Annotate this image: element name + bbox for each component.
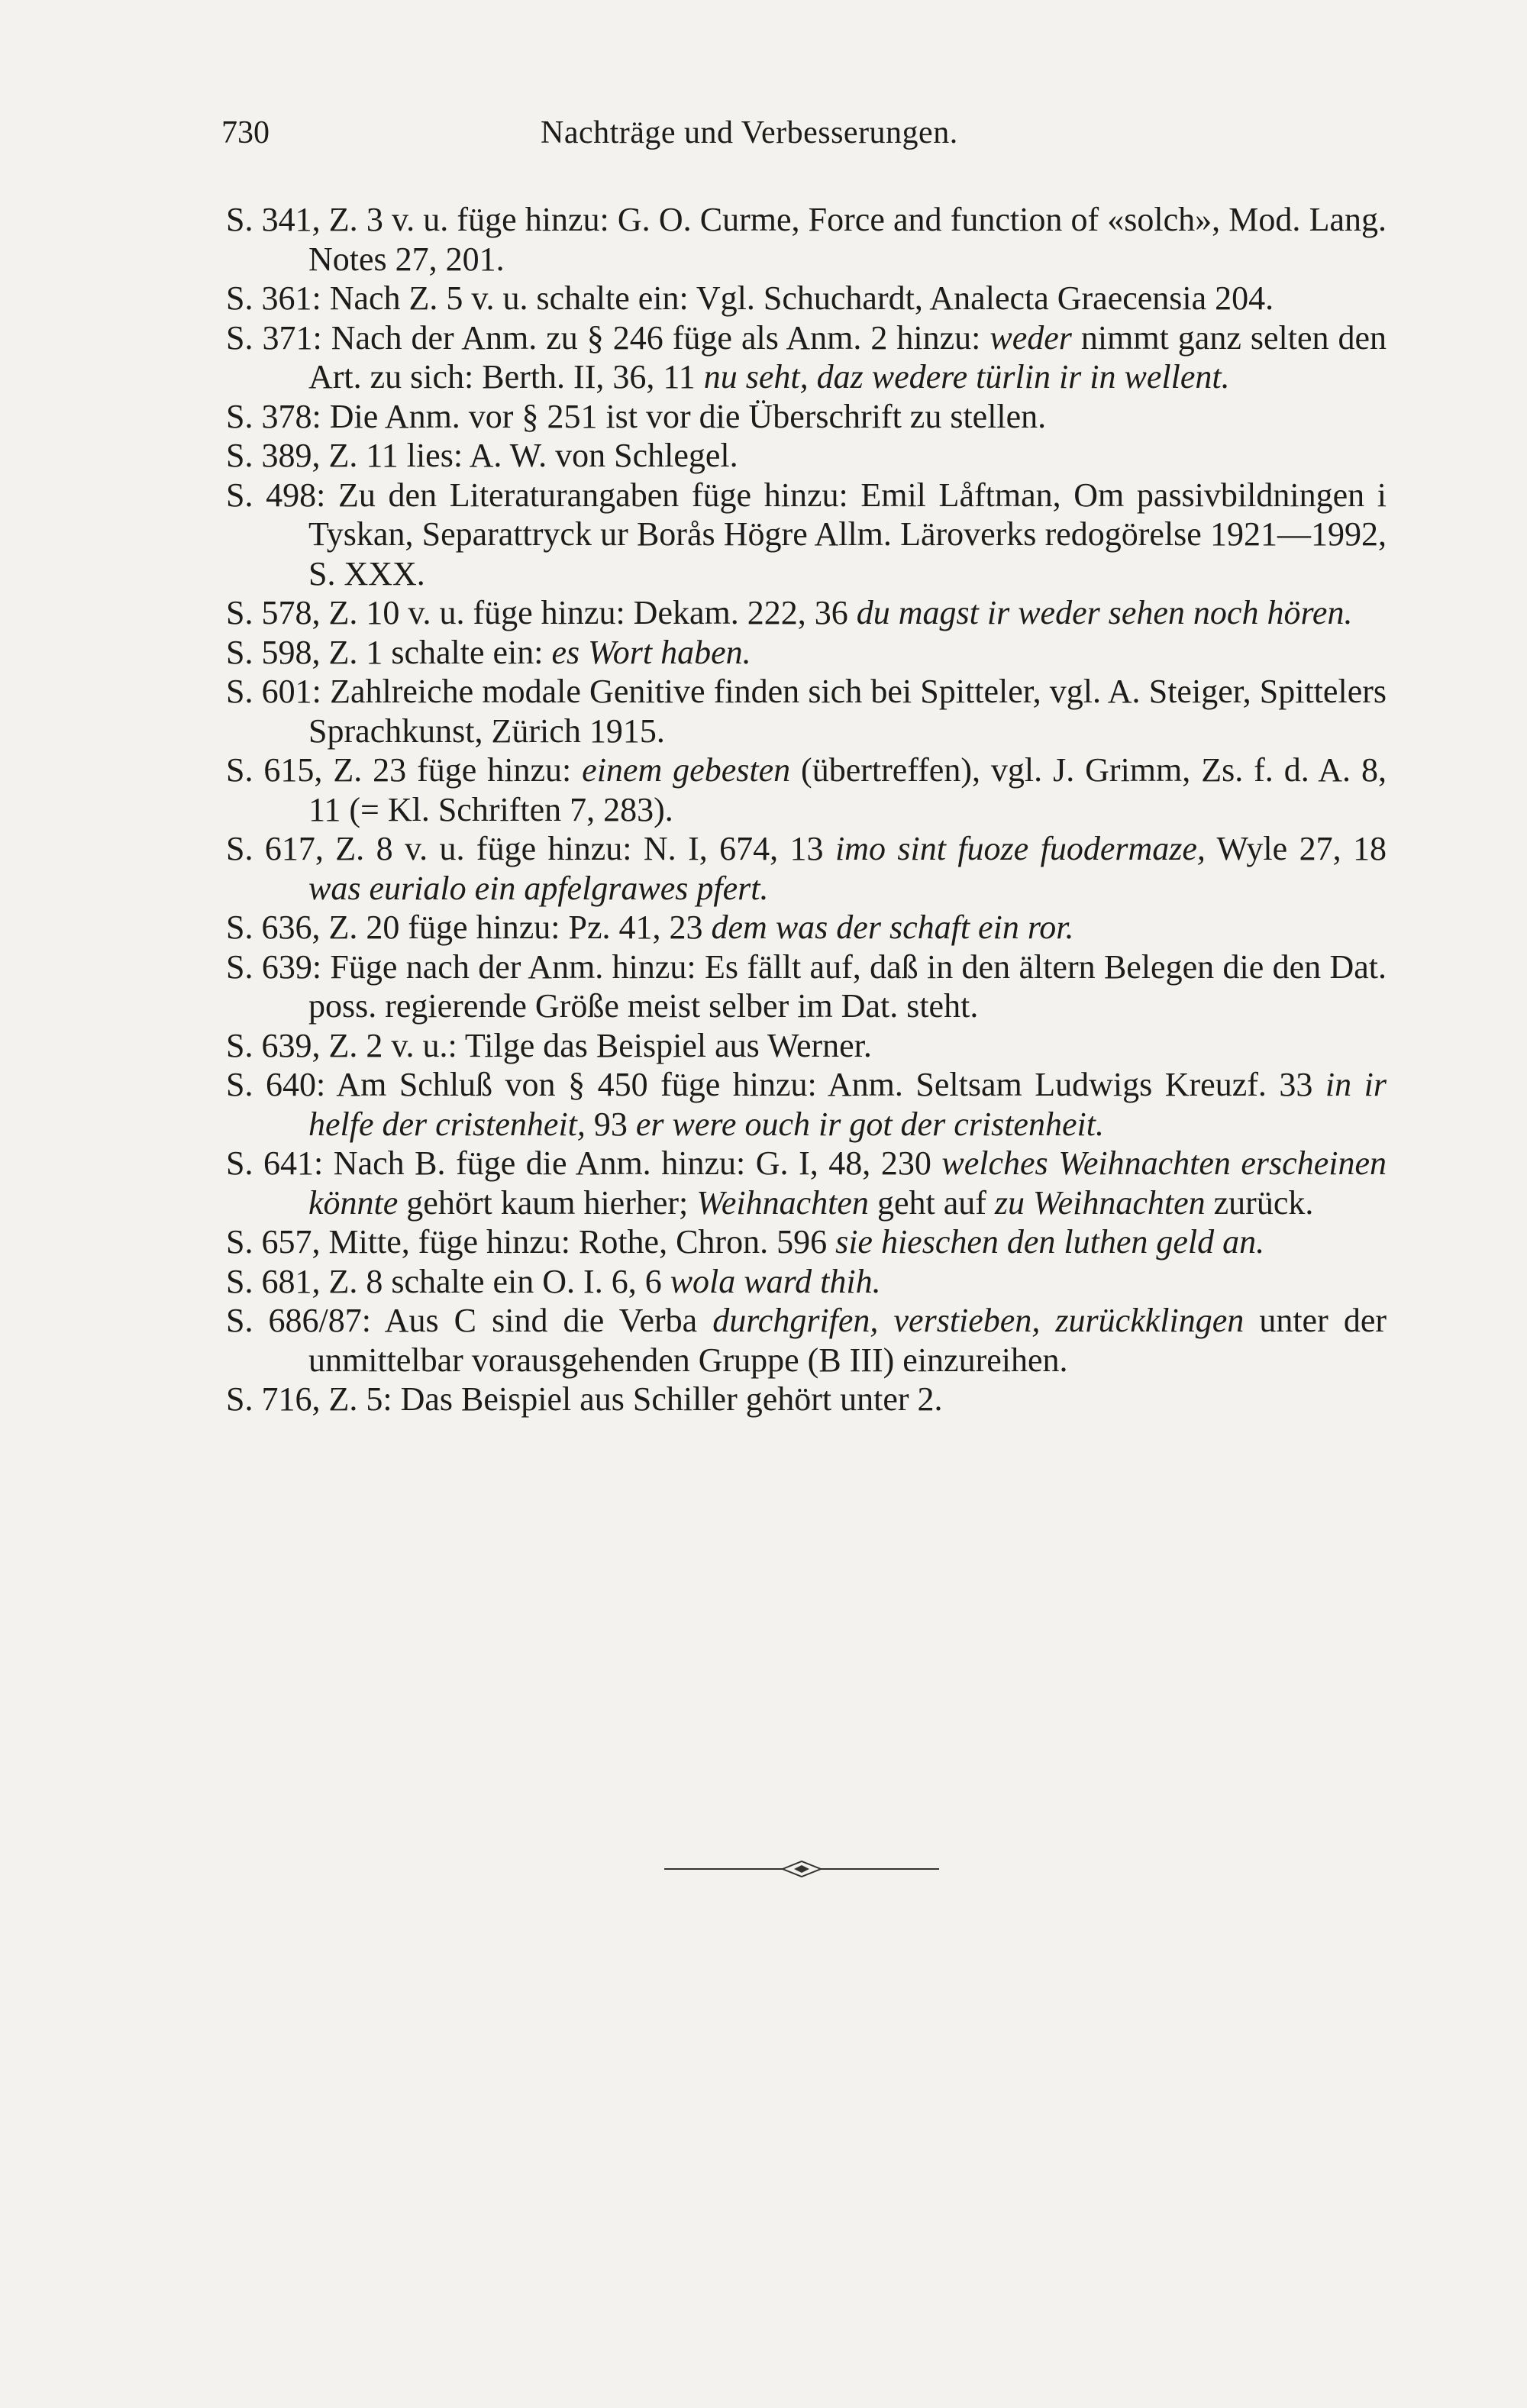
entry-text: Z. 10 v. u. füge hinzu: Dekam. 222, 36 [320,594,857,631]
entry-text: Die Anm. vor § 251 ist vor die Überschrift zu stellen. [321,397,1047,435]
entry-text: Aus C sind die Verba [371,1302,713,1339]
entry-example-text: zurückklingen [1055,1302,1245,1339]
correction-entry [226,947,1387,1026]
correction-entry [226,318,1387,397]
entry-text: Z. 8 schalte ein O. I. 6, 6 [320,1262,670,1300]
entry-text: Z. 3 v. u. füge hinzu: G. O. Curme, Force and function of «solch», Mod. Lang. Notes 27, 201. [308,201,1387,278]
entry-text: Z. 20 füge hinzu: Pz. 41, 23 [320,909,712,946]
correction-entry [226,1380,1387,1419]
entry-example-text: zu Weihnachten [994,1183,1206,1222]
entry-text [878,1302,893,1339]
entry-example-text: sie hieschen den luthen geld an. [835,1223,1265,1260]
entry-example-text: einem gebesten [582,751,791,789]
entry-text: zurück. [1205,1183,1314,1222]
entry-text: Z. 1 schalte ein: [320,633,552,671]
page-number: 730 [221,115,270,150]
entry-page-ref: S. 686/87: [226,1302,372,1339]
correction-entry [226,593,1387,633]
correction-entry [226,1026,1387,1066]
entry-text: nimmt ganz selten den Art. zu sich: Berth. II, 36, 11 [308,318,1387,395]
entry-text: Z. 23 füge hinzu: [322,751,583,789]
entry-example-text: wola ward thih. [670,1262,881,1300]
correction-entry [226,633,1387,673]
entry-example-text: durchgrifen, [712,1302,879,1339]
entry-example-text: weder [989,318,1072,357]
entry-page-ref: S. 601: [226,673,321,710]
entry-page-ref: S. 681, [226,1262,321,1300]
entry-example-text: Weihnachten [696,1183,869,1222]
entry-text: Nach B. füge die Anm. hinzu: G. I, 48, 230 [323,1144,942,1182]
correction-entry [226,1222,1387,1262]
page-header [221,115,1390,160]
entry-page-ref: S. 716, [226,1380,321,1418]
entry-example-text: verstieben, [893,1302,1041,1339]
entry-example-text: was eurialo ein apfelgrawes pfert. [308,869,769,907]
entry-text: Am Schluß von § 450 füge hinzu: Anm. Seltsam Ludwigs Kreuzf. 33 [325,1066,1325,1103]
entry-text: Zu den Literaturangaben füge hinzu: Emil Låftman, Om passivbildningen i Tyskan, Separattryck ur Borås Högre Allm. Läroverks redogörelse 1921—1992, S. XXX. [308,476,1387,592]
correction-entry [226,1144,1387,1222]
entry-text [1040,1302,1055,1339]
entry-page-ref: S. 389, [226,437,321,474]
correction-entry [226,829,1387,908]
end-ornament [664,1854,939,1884]
correction-entry [226,750,1387,829]
entry-example-text: du magst ir weder sehen noch hören. [856,594,1353,631]
entry-text: gehört kaum hierher; [398,1183,697,1222]
entry-text: geht auf [868,1183,995,1222]
entry-example-text: welches Weihnachten erscheinen könnte [308,1144,1387,1222]
entry-text: Z. 8 v. u. füge hinzu: N. I, 674, 13 [323,830,835,867]
entry-example-text: er were ouch ir got der cristenheit. [635,1105,1104,1143]
running-title: Nachträge und Verbesserungen. [541,115,958,150]
entry-text: Nach der Anm. zu § 246 füge als Anm. 2 hinzu: [321,318,990,357]
entry-page-ref: S. 341, [226,201,321,238]
entry-text: Z. 2 v. u.: Tilge das Beispiel aus Werner. [320,1026,872,1064]
entry-page-ref: S. 361: [226,279,321,317]
correction-entry [226,1262,1387,1302]
entry-page-ref: S. 639, [226,1026,321,1064]
entry-text: (übertreffen), vgl. J. Grimm, Zs. f. d. A. 8, 11 (= Kl. Schriften 7, 283). [308,751,1387,828]
entry-text: Z. 5: Das Beispiel aus Schiller gehört unter 2. [320,1380,943,1418]
entry-example-text: nu seht, daz wedere türlin ir in wellent. [703,358,1230,395]
entry-example-text: dem was der schaft ein ror. [711,909,1074,946]
entry-text: Zahlreiche modale Genitive finden sich bei Spitteler, vgl. A. Steiger, Spittelers Sprachkunst, Zürich 1915. [308,673,1387,750]
entry-text: Füge nach der Anm. hinzu: Es fällt auf, daß in den ältern Belegen die den Dat. poss. regierende Größe meist selber im Dat. steht. [308,947,1387,1025]
entry-page-ref: S. 371: [226,318,322,357]
entry-example-text: es Wort haben. [551,633,751,671]
entry-page-ref: S. 636, [226,909,321,946]
entry-page-ref: S. 657, [226,1223,321,1260]
entry-text: Z. 11 lies: A. W. von Schlegel. [320,437,738,474]
correction-entry [226,279,1387,318]
corrections-list [226,200,1387,1419]
entry-page-ref: S. 617, [226,830,324,867]
entry-text: 93 [585,1105,636,1143]
correction-entry [226,200,1387,279]
correction-entry [226,476,1387,594]
entry-page-ref: S. 598, [226,633,321,671]
correction-entry [226,1301,1387,1380]
entry-page-ref: S. 498: [226,476,326,514]
entry-text: Wyle 27, 18 [1205,830,1387,867]
entry-page-ref: S. 640: [226,1066,326,1103]
entry-text: unter der unmittelbar vorausgehenden Gruppe (B III) einzureihen. [308,1302,1387,1379]
entry-page-ref: S. 578, [226,594,321,631]
correction-entry [226,436,1387,476]
entry-page-ref: S. 641: [226,1144,324,1182]
entry-example-text: in ir helfe der cristenheit, [308,1066,1387,1143]
entry-text: Nach Z. 5 v. u. schalte ein: Vgl. Schuchardt, Analecta Graecensia 204. [321,279,1274,317]
correction-entry [226,397,1387,437]
correction-entry [226,672,1387,750]
entry-page-ref: S. 639: [226,947,322,986]
entry-text: Mitte, füge hinzu: Rothe, Chron. 596 [320,1223,836,1260]
correction-entry [226,908,1387,947]
correction-entry [226,1065,1387,1144]
entry-example-text: imo sint fuoze fuodermaze, [835,830,1206,867]
entry-page-ref: S. 615, [226,751,323,789]
entry-page-ref: S. 378: [226,397,321,435]
